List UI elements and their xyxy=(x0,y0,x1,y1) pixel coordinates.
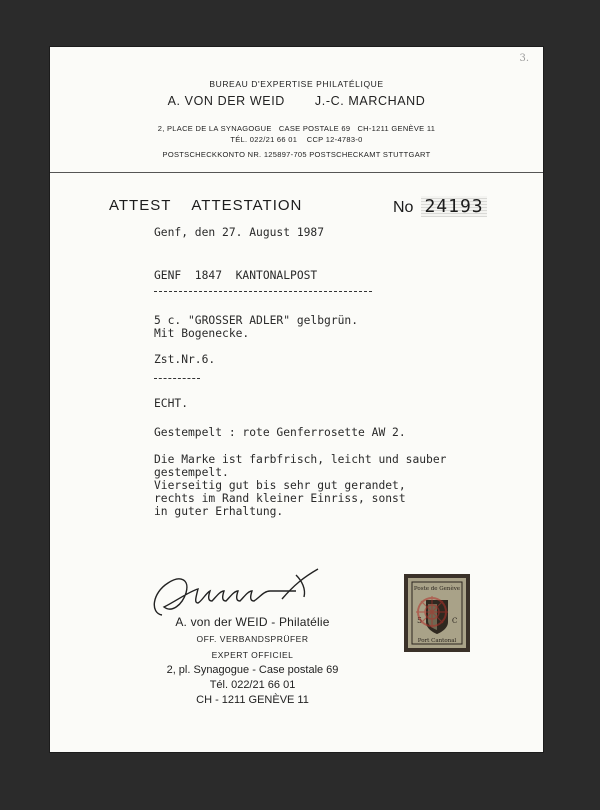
verdict: ECHT. xyxy=(154,397,189,410)
stamp-city: CH - 1211 GENÈVE 11 xyxy=(196,694,309,706)
stamp-value-right: C xyxy=(452,617,458,625)
condition-line: rechts im Rand kleiner Einriss, sonst xyxy=(154,492,406,505)
letterhead-bank: POSTSCHECKKONTO NR. 125897-705 POSTSCHECKAMT STUTTGART xyxy=(162,150,431,159)
catalog-number: Zst.Nr.6. xyxy=(154,353,216,366)
postage-stamp-image xyxy=(404,574,470,652)
letterhead-address: 2, PLACE DE LA SYNAGOGUE CASE POSTALE 69 CH-1211 GENÈVE 11 xyxy=(157,124,436,133)
stamp-address: 2, pl. Synagogue - Case postale 69 xyxy=(166,664,339,676)
corner-pencil-mark: 3. xyxy=(519,53,529,64)
condition-line: Die Marke ist farbfrisch, leicht und sauber xyxy=(154,453,447,466)
certificate-title xyxy=(109,197,302,214)
stamp-issue: GENF 1847 KANTONALPOST xyxy=(154,269,318,282)
issue-date: Genf, den 27. August 1987 xyxy=(154,226,325,239)
stamp-role: OFF. VERBANDSPRÜFER xyxy=(196,634,309,644)
cancellation-note: Gestempelt : rote Genferrosette AW 2. xyxy=(154,426,406,439)
condition-line: gestempelt. xyxy=(154,466,229,479)
stamp-bottom-text: Port Cantonal xyxy=(417,638,457,644)
stamp-sheet-corner: Mit Bogenecke. xyxy=(154,327,250,340)
title-attestation: ATTESTATION xyxy=(191,197,303,214)
expert-stamp xyxy=(150,615,355,706)
certificate-number xyxy=(393,196,487,217)
header-divider xyxy=(50,172,543,173)
stamp-description: 5 c. "GROSSER ADLER" gelbgrün. xyxy=(154,314,359,327)
issue-underline xyxy=(154,291,372,292)
expert-names xyxy=(50,94,543,108)
bureau-title: BUREAU D'EXPERTISE PHILATÉLIQUE xyxy=(209,79,384,89)
letterhead-phone: TÉL. 022/21 66 01 CCP 12-4783-0 xyxy=(230,135,363,144)
stamp-role-fr: EXPERT OFFICIEL xyxy=(211,650,294,660)
stamp-phone: Tél. 022/21 66 01 xyxy=(209,679,296,691)
number-label: No xyxy=(393,199,414,216)
catalog-underline xyxy=(154,378,200,379)
condition-line: Vierseitig gut bis sehr gut gerandet, xyxy=(154,479,406,492)
expert-name-right: J.-C. MARCHAND xyxy=(314,94,426,108)
stamp-value-left: 5 xyxy=(417,616,423,625)
expert-name-left: A. VON DER WEID xyxy=(167,94,285,108)
stamp-top-text: Poste de Genève xyxy=(413,586,461,592)
number-value: 24193 xyxy=(421,196,486,217)
stamp-name: A. von der WEID - Philatélie xyxy=(175,615,330,629)
title-attest: ATTEST xyxy=(109,197,172,214)
attestation-certificate xyxy=(50,47,543,752)
condition-line: in guter Erhaltung. xyxy=(154,505,284,518)
